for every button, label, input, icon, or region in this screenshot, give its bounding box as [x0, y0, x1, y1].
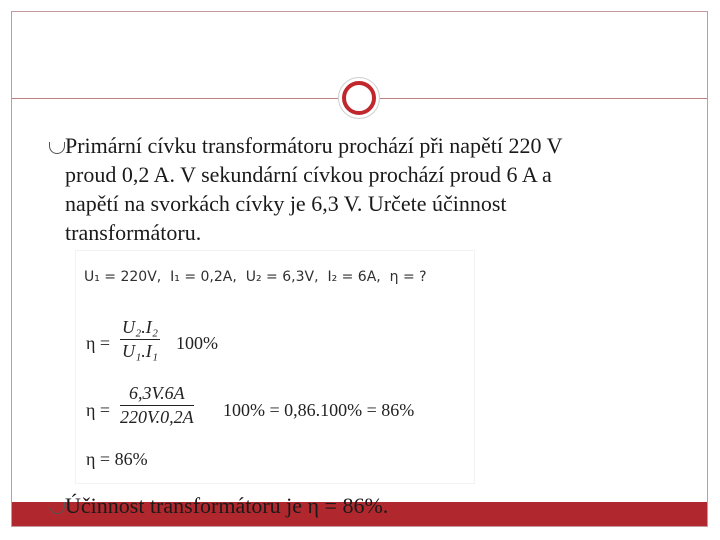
given-u1: U₁ = 220V,	[84, 269, 162, 285]
formula-1-lhs: η =	[86, 333, 111, 353]
problem-line-3: napětí na svorkách cívky je 6,3 V. Určete účinnost	[65, 191, 507, 216]
problem-line-4: transformátoru.	[65, 220, 202, 245]
given-u2: U₂ = 6,3V,	[245, 269, 319, 285]
formula-2-denominator: 220V.0,2A	[120, 407, 194, 427]
given-i2: I₂ = 6A,	[327, 269, 381, 285]
formula-1-tail: 100%	[176, 333, 218, 353]
formula-2-fraction	[120, 383, 194, 428]
formula-image	[76, 251, 474, 483]
problem-text-1: Primární cívku transformátoru prochází při napětí 220 V	[65, 133, 563, 158]
formula-1-numerator: U₂.I₂	[120, 317, 160, 340]
formula-2-numerator: 6,3V.6A	[120, 383, 194, 406]
formula-1-denominator: U₁.I₁	[122, 341, 159, 361]
bullet-icon	[48, 141, 65, 153]
bullet-icon	[48, 501, 65, 513]
given-eta: η = ?	[389, 269, 427, 285]
formula-2-lhs: η =	[86, 400, 111, 420]
conclusion-text: Účinnost transformátoru je η = 86%.	[65, 493, 389, 518]
formula-3-result: η = 86%	[86, 449, 148, 469]
formula-2-tail: 100% = 0,86.100% = 86%	[223, 400, 415, 420]
given-i1: I₁ = 0,2A,	[170, 269, 237, 285]
circle-ornament	[338, 77, 380, 119]
circle-ring	[342, 81, 376, 115]
problem-line-2: proud 0,2 A. V sekundární cívkou prochází proud 6 A a	[65, 162, 552, 187]
given-values	[84, 269, 427, 285]
conclusion-line	[48, 491, 388, 520]
problem-line-1	[48, 131, 678, 160]
problem-paragraph	[48, 131, 678, 247]
formula-1-fraction	[120, 317, 160, 362]
